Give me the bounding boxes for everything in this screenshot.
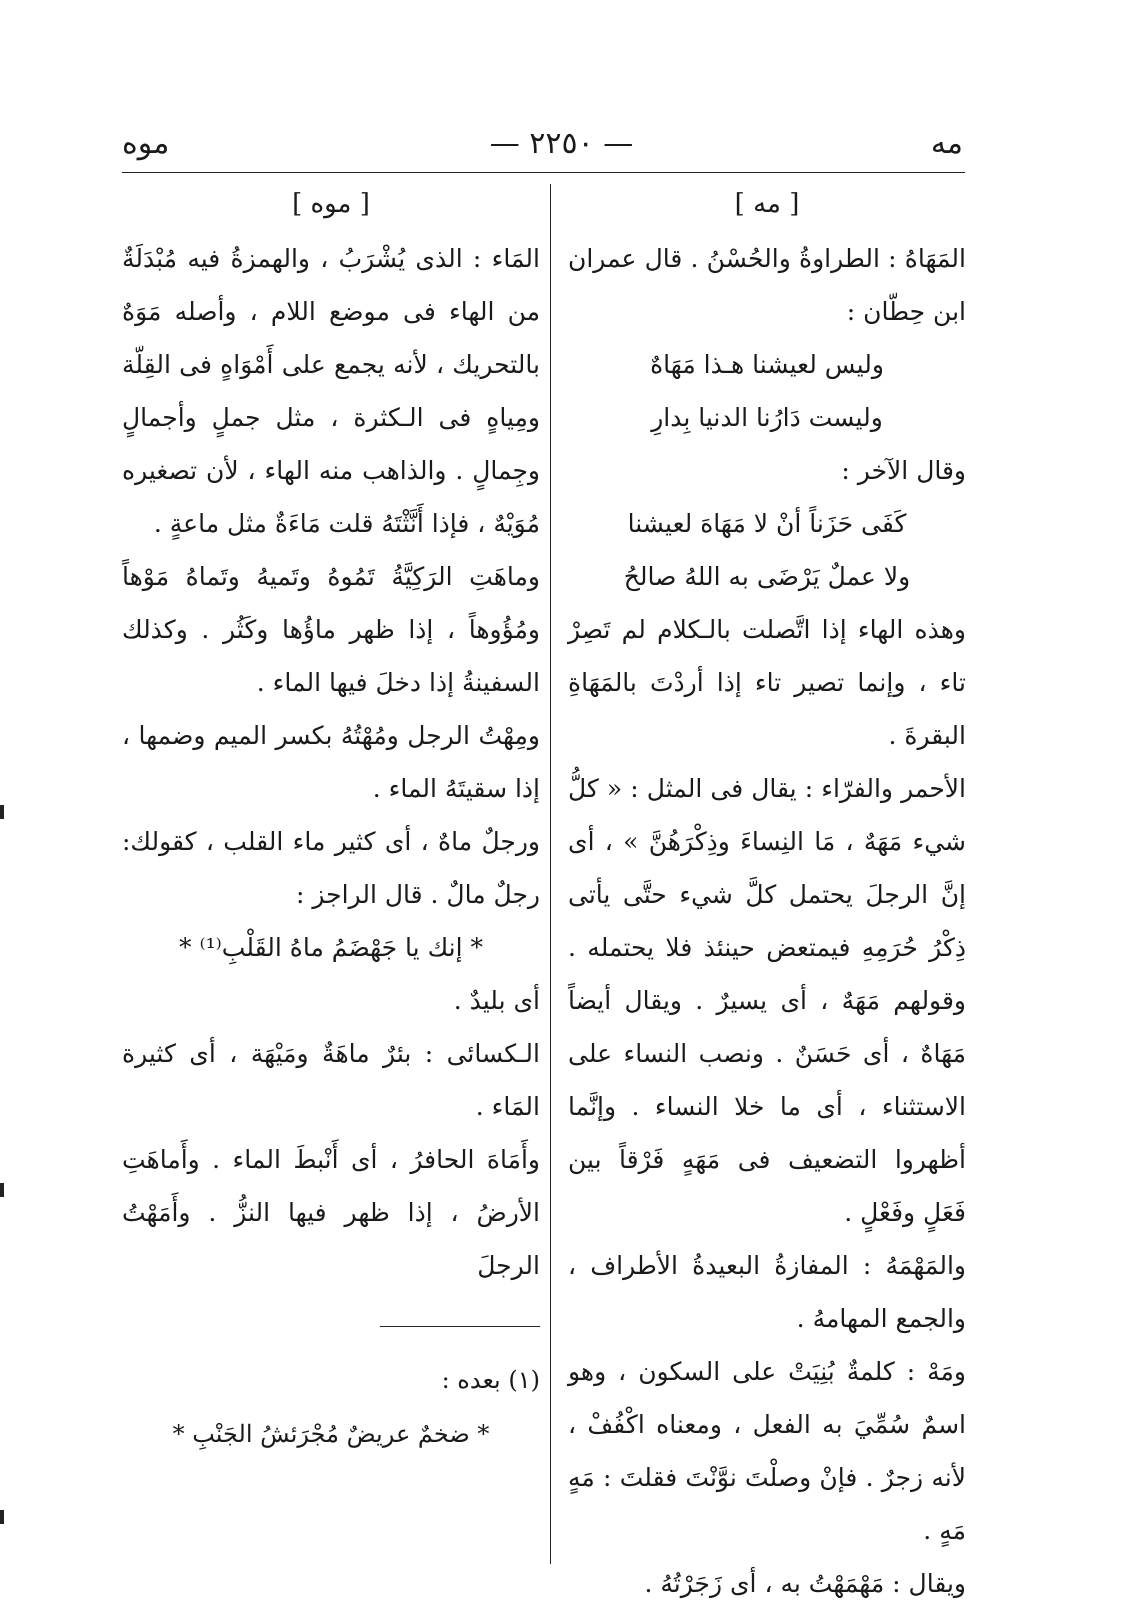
header-left-word: موه — [122, 126, 170, 161]
entry-paragraph: أى بليدٌ . — [453, 986, 540, 1015]
entry-paragraph: المَاء : الذى يُشْرَبُ ، والهمزةُ فيه مُبْدَلَةٌ من الهاء فى موضع اللام ، وأصله مَوَهٌ بالتحريك ، لأنه يجمع على أَمْوَاهٍ فى القِلّة ومِياهٍ فى الـكثرة ، مثل جملٍ وأجمالٍ وجِمالٍ . والذاهب منه الهاء ، لأن تصغيره مُوَيْهٌ ، فإذا أَنَّثْتَهُ قلت مَاءَةٌ مثل ماعةٍ . — [122, 244, 540, 538]
column-divider — [550, 184, 551, 1564]
footnote-rule — [380, 1326, 540, 1327]
verse-line: وليس لعيشنا هـذا مَهَاهٌ — [650, 350, 884, 379]
verse-line: ولا عملٌ يَرْضَى به اللهُ صالحُ — [623, 562, 911, 591]
entry-paragraph: والمَهْمَهُ : المفازةُ البعيدةُ الأطراف ، والجمع المهامهُ . — [568, 1251, 966, 1333]
scan-edge-mark — [0, 1510, 4, 1524]
scan-edge-mark — [0, 1183, 4, 1197]
entry-paragraph: المَهَاهُ : الطراوةُ والحُسْنُ . قال عمران ابن حِطّان : — [568, 244, 966, 326]
page-number: — ٢٢٥٠ — — [489, 126, 634, 161]
footnote-verse: * ضخمٌ عريضٌ مُجْرَئشُ الجَنْبِ * — [172, 1420, 490, 1448]
entry-paragraph: ويقال : مَهْمَهْتُ به ، أى زَجَرْتُهُ . — [644, 1569, 966, 1598]
header-rule — [122, 172, 965, 173]
running-header — [0, 124, 1123, 164]
scan-edge-mark — [0, 805, 4, 819]
entry-paragraph: وقال الآخر : — [841, 456, 966, 485]
entry-paragraph: ومِهْتُ الرجل ومُهْتُهُ بكسر الميم وضمها ، إذا سقيتَهُ الماء . — [122, 721, 540, 803]
verse-line: * إنك يا جَهْضَمُ ماهُ القَلْبِ⁽¹⁾ * — [179, 933, 483, 962]
entry-paragraph: وماهَتِ الرَكِيَّةُ تَمُوهُ وتَميهُ وتَماهُ مَوْهاً ومُؤُوهاً ، إذا ظهر ماؤُها وكَثُر . وكذلك السفينةُ إذا دخلَ فيها الماء . — [122, 562, 540, 697]
entry-paragraph: الـكسائى : بئرٌ ماهَةٌ ومَيْهَة ، أى كثيرة المَاء . — [122, 1039, 540, 1121]
entry-heading-mh: [ مه ] — [734, 189, 800, 219]
left-column — [122, 180, 540, 1461]
entry-paragraph: ورجلٌ ماهٌ ، أى كثير ماء القلب ، كقولك: رجلٌ مالٌ . قال الراجز : — [122, 827, 540, 909]
entry-paragraph: وهذه الهاء إذا اتَّصلت بالـكلام لم تَصِرْ تاء ، وإنما تصير تاء إذا أردْتَ بالمَهَاةِ البقرةَ . — [568, 615, 966, 750]
entry-heading-mwh: [ موه ] — [292, 189, 370, 219]
entry-paragraph: ومَهْ : كلمةٌ بُنِيَتْ على السكون ، وهو اسمٌ سُمِّيَ به الفعل ، ومعناه اكْفُفْ ، لأنه زجرٌ . فإنْ وصلْتَ نوَّنْتَ فقلتَ : مَهٍ مَهٍ . — [568, 1357, 966, 1545]
verse-line: كَفَى حَزَناً أنْ لا مَهَاهَ لعيشنا — [627, 509, 907, 538]
right-column — [568, 180, 966, 1610]
entry-paragraph: وأَمَاهَ الحافرُ ، أى أَنْبطَ الماء . وأَماهَتِ الأرضُ ، إذا ظهر فيها النزُّ . وأَمَهْتُ الرجلَ — [122, 1145, 540, 1280]
header-right-word: مه — [930, 126, 963, 161]
footnote-label: (١) بعده : — [441, 1366, 540, 1394]
entry-paragraph: الأحمر والفرّاء : يقال فى المثل : « كلُّ شيء مَهَهٌ ، مَا النِساءَ وذِكْرَهُنَّ » ، أى إنَّ الرجلَ يحتمل كلَّ شيء حتَّى يأتى ذِكْرُ حُرَمِهِ فيمتعض حينئذ فلا يحتمله . وقولهم مَهَهٌ ، أى يسيرٌ . ويقال أيضاً مَهَاهٌ ، أى حَسَنٌ . ونصب النساء على الاستثناء ، أى ما خلا النساء . وإنَّما أظهروا التضعيف فى مَهَهٍ فَرْقاً بين فَعَلٍ وفَعْلٍ . — [568, 774, 966, 1227]
verse-line: وليست دَارُنا الدنيا بِدارِ — [651, 403, 883, 432]
